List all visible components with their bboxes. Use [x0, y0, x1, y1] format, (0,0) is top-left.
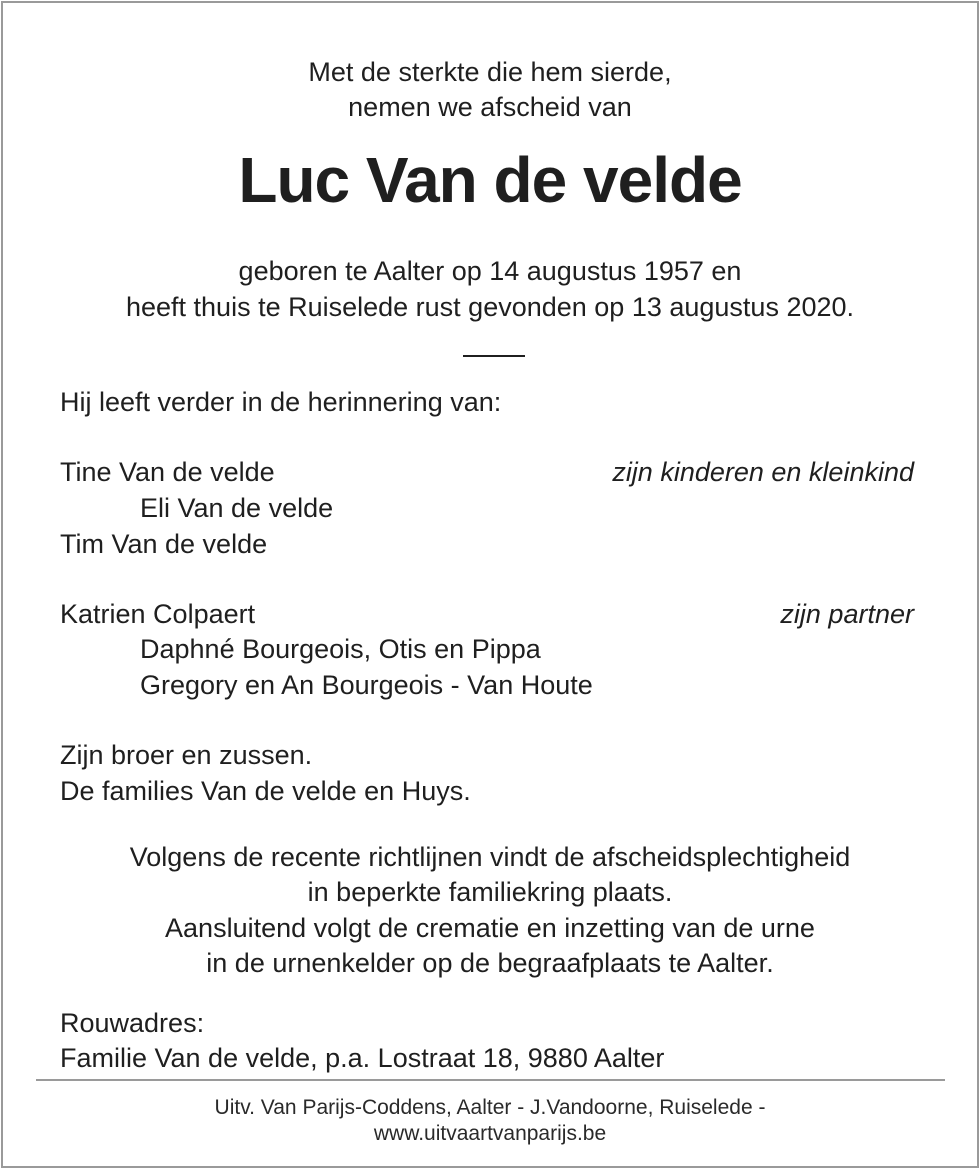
- child-name: Tine Van de velde: [60, 457, 275, 487]
- family-line-1: Zijn broer en zussen.: [60, 740, 313, 770]
- partner-name: Katrien Colpaert: [60, 599, 256, 629]
- death-line: heeft thuis te Ruiselede rust gevonden op 13 augustus 2020.: [125, 292, 855, 322]
- intro-line-2: nemen we afscheid van: [348, 92, 632, 122]
- family-line-2: De families Van de velde en Huys.: [60, 776, 471, 806]
- deceased-name: Luc Van de velde: [238, 144, 742, 216]
- memory-intro: Hij leeft verder in de herinnering van:: [60, 387, 502, 417]
- partner-relation: zijn partner: [780, 599, 914, 629]
- funeral-home-line: Uitv. Van Parijs-Coddens, Aalter - J.Vandoorne, Ruiselede -: [214, 1096, 766, 1119]
- address-value: Familie Van de velde, p.a. Lostraat 18, 9880 Aalter: [60, 1043, 665, 1073]
- grandchild-name: Eli Van de velde: [140, 493, 334, 523]
- birth-line: geboren te Aalter op 14 augustus 1957 en: [238, 256, 742, 286]
- intro-line-1: Met de sterkte die hem sierde,: [308, 57, 672, 87]
- partner-family-name: Daphné Bourgeois, Otis en Pippa: [140, 634, 541, 664]
- funeral-home-website: www.uitvaartvanparijs.be: [373, 1122, 607, 1145]
- address-label: Rouwadres:: [60, 1008, 205, 1038]
- ceremony-line-1: Volgens de recente richtlijnen vindt de afscheidsplechtigheid: [129, 842, 851, 872]
- footer-rule: [36, 1079, 945, 1081]
- ceremony-line-2: in beperkte familiekring plaats.: [307, 877, 673, 907]
- ceremony-line-3: Aansluitend volgt de crematie en inzetting van de urne: [165, 913, 815, 943]
- partner-family-name: Gregory en An Bourgeois - Van Houte: [140, 670, 593, 700]
- divider-rule: [463, 355, 525, 357]
- child-name: Tim Van de velde: [60, 529, 268, 559]
- ceremony-line-4: in de urnenkelder op de begraafplaats te Aalter.: [206, 948, 774, 978]
- children-relation: zijn kinderen en kleinkind: [612, 457, 914, 487]
